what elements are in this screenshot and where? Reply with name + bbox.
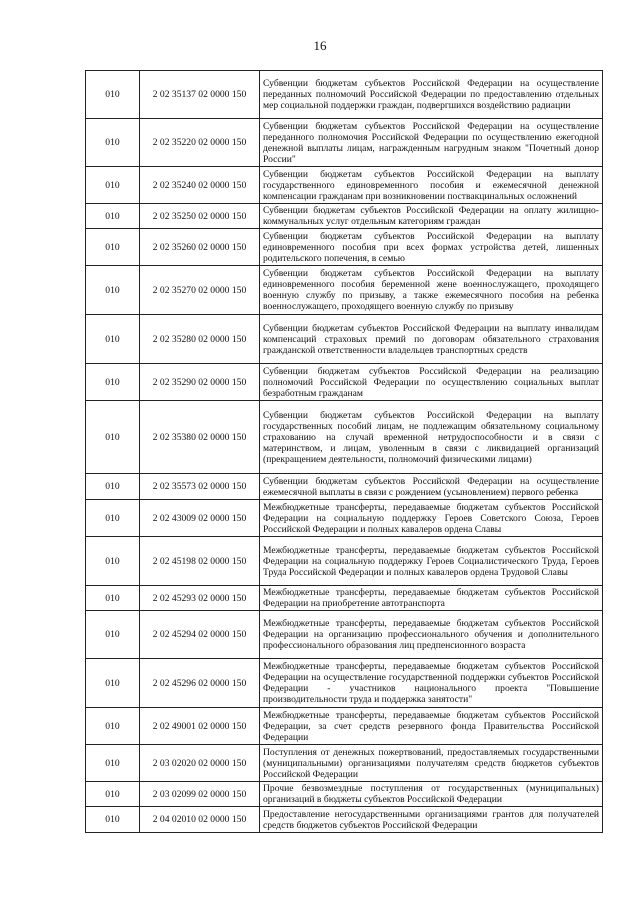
revenue-name-cell: Межбюджетные трансферты, передаваемые бюджетам субъектов Российской Федерации на приобретение автотранспорта [260, 586, 603, 611]
table-row [86, 229, 603, 266]
revenue-name-cell: Субвенции бюджетам субъектов Российской Федерации на выплату государственного единовременного пособия и ежемесячной денежной компенсации гражданам при возникновении поствакцинальных осложнений [260, 167, 603, 204]
table-row [86, 474, 603, 500]
revenue-name-cell: Субвенции бюджетам субъектов Российской Федерации на реализацию полномочий Российской Федерации по осуществлению социальных выплат безработным гражданам [260, 364, 603, 401]
budget-code-cell: 2 02 35137 02 0000 150 [140, 71, 260, 119]
budget-code-cell: 2 02 43009 02 0000 150 [140, 500, 260, 537]
table-row [86, 119, 603, 167]
admin-code-cell: 010 [86, 315, 140, 364]
admin-code-cell: 010 [86, 71, 140, 119]
table-row [86, 266, 603, 315]
budget-code-cell: 2 02 45198 02 0000 150 [140, 537, 260, 586]
revenue-name-cell: Межбюджетные трансферты, передаваемые бюджетам субъектов Российской Федерации на социальную поддержку Героев Социалистического Труда, Героев Труда Российской Федерации и полных кавалеров ордена Трудовой Славы [260, 537, 603, 586]
revenue-name-cell: Предоставление негосударственными организациями грантов для получателей средств бюджетов субъектов Российской Федерации [260, 807, 603, 833]
budget-revenue-table [85, 70, 603, 833]
table-row [86, 659, 603, 708]
budget-code-cell: 2 03 02020 02 0000 150 [140, 745, 260, 782]
budget-code-cell: 2 02 35380 02 0000 150 [140, 401, 260, 474]
admin-code-cell: 010 [86, 537, 140, 586]
budget-code-cell: 2 02 35250 02 0000 150 [140, 204, 260, 229]
revenue-name-cell: Межбюджетные трансферты, передаваемые бюджетам субъектов Российской Федерации на организацию профессионального обучения и дополнительного профессионального образования лиц предпенсионного возраста [260, 611, 603, 659]
budget-code-cell: 2 02 35280 02 0000 150 [140, 315, 260, 364]
revenue-name-cell: Субвенции бюджетам субъектов Российской Федерации на выплату инвалидам компенсаций страховых премий по договорам обязательного страхования гражданской ответственности владельцев транспортных средств [260, 315, 603, 364]
revenue-name-cell: Субвенции бюджетам субъектов Российской Федерации на осуществление ежемесячной выплаты в связи с рождением (усыновлением) первого ребенка [260, 474, 603, 500]
budget-code-cell: 2 02 45293 02 0000 150 [140, 586, 260, 611]
revenue-name-cell: Субвенции бюджетам субъектов Российской Федерации на выплату единовременного пособия беременной жене военнослужащего, проходящего военную службу по призыву, а также ежемесячного пособия на ребенка военнослужащего, проходящего военную службу по призыву [260, 266, 603, 315]
budget-code-cell: 2 02 35290 02 0000 150 [140, 364, 260, 401]
table-row [86, 71, 603, 119]
admin-code-cell: 010 [86, 401, 140, 474]
revenue-name-cell: Прочие безвозмездные поступления от государственных (муниципальных) организаций в бюджеты субъектов Российской Федерации [260, 782, 603, 807]
revenue-name-cell: Межбюджетные трансферты, передаваемые бюджетам субъектов Российской Федерации, за счет средств резервного фонда Правительства Российской Федерации [260, 708, 603, 745]
admin-code-cell: 010 [86, 229, 140, 266]
revenue-name-cell: Субвенции бюджетам субъектов Российской Федерации на оплату жилищно-коммунальных услуг отдельным категориям граждан [260, 204, 603, 229]
admin-code-cell: 010 [86, 364, 140, 401]
page-number: 16 [313, 38, 327, 53]
admin-code-cell: 010 [86, 204, 140, 229]
revenue-name-cell: Межбюджетные трансферты, передаваемые бюджетам субъектов Российской Федерации на осуществление государственной поддержки субъектов Российской Федерации - участников национального проекта "Повышение производительности труда и поддержка занятости" [260, 659, 603, 708]
admin-code-cell: 010 [86, 611, 140, 659]
table-row [86, 708, 603, 745]
budget-code-cell: 2 02 35260 02 0000 150 [140, 229, 260, 266]
revenue-name-cell: Субвенции бюджетам субъектов Российской Федерации на выплату единовременного пособия при всех формах устройства детей, лишенных родительского попечения, в семью [260, 229, 603, 266]
budget-code-cell: 2 02 45294 02 0000 150 [140, 611, 260, 659]
table-row [86, 537, 603, 586]
admin-code-cell: 010 [86, 708, 140, 745]
table-row [86, 745, 603, 782]
admin-code-cell: 010 [86, 119, 140, 167]
admin-code-cell: 010 [86, 659, 140, 708]
revenue-name-cell: Субвенции бюджетам субъектов Российской Федерации на осуществление переданного полномочия Российской Федерации по осуществлению ежегодной денежной выплаты лицам, награжденным нагрудным знаком "Почетный донор России" [260, 119, 603, 167]
table-row [86, 315, 603, 364]
table-row [86, 364, 603, 401]
budget-code-cell: 2 02 35240 02 0000 150 [140, 167, 260, 204]
budget-code-cell: 2 03 02099 02 0000 150 [140, 782, 260, 807]
admin-code-cell: 010 [86, 807, 140, 833]
table-row [86, 586, 603, 611]
admin-code-cell: 010 [86, 586, 140, 611]
budget-code-cell: 2 04 02010 02 0000 150 [140, 807, 260, 833]
revenue-name-cell: Субвенции бюджетам субъектов Российской Федерации на выплату государственных пособий лицам, не подлежащим обязательному социальному страхованию на случай временной нетрудоспособности и в связи с материнством, и лицам, уволенным в связи с ликвидацией организаций (прекращением деятельности, полномочий физическими лицами) [260, 401, 603, 474]
budget-code-cell: 2 02 35270 02 0000 150 [140, 266, 260, 315]
table-row [86, 500, 603, 537]
revenue-name-cell: Поступления от денежных пожертвований, предоставляемых государственными (муниципальными) организациями получателям средств бюджетов субъектов Российской Федерации [260, 745, 603, 782]
budget-code-cell: 2 02 35220 02 0000 150 [140, 119, 260, 167]
admin-code-cell: 010 [86, 266, 140, 315]
revenue-name-cell: Межбюджетные трансферты, передаваемые бюджетам субъектов Российской Федерации на социальную поддержку Героев Советского Союза, Героев Российской Федерации и полных кавалеров ордена Славы [260, 500, 603, 537]
table-row [86, 782, 603, 807]
admin-code-cell: 010 [86, 745, 140, 782]
admin-code-cell: 010 [86, 167, 140, 204]
table-row [86, 401, 603, 474]
admin-code-cell: 010 [86, 782, 140, 807]
table-row [86, 204, 603, 229]
revenue-name-cell: Субвенции бюджетам субъектов Российской Федерации на осуществление переданных полномочий Российской Федерации по предоставлению отдельных мер социальной поддержки граждан, подвергшихся воздействию радиации [260, 71, 603, 119]
admin-code-cell: 010 [86, 500, 140, 537]
budget-code-cell: 2 02 35573 02 0000 150 [140, 474, 260, 500]
table-row [86, 807, 603, 833]
table-row [86, 611, 603, 659]
budget-code-cell: 2 02 49001 02 0000 150 [140, 708, 260, 745]
table-row [86, 167, 603, 204]
admin-code-cell: 010 [86, 474, 140, 500]
budget-code-cell: 2 02 45296 02 0000 150 [140, 659, 260, 708]
